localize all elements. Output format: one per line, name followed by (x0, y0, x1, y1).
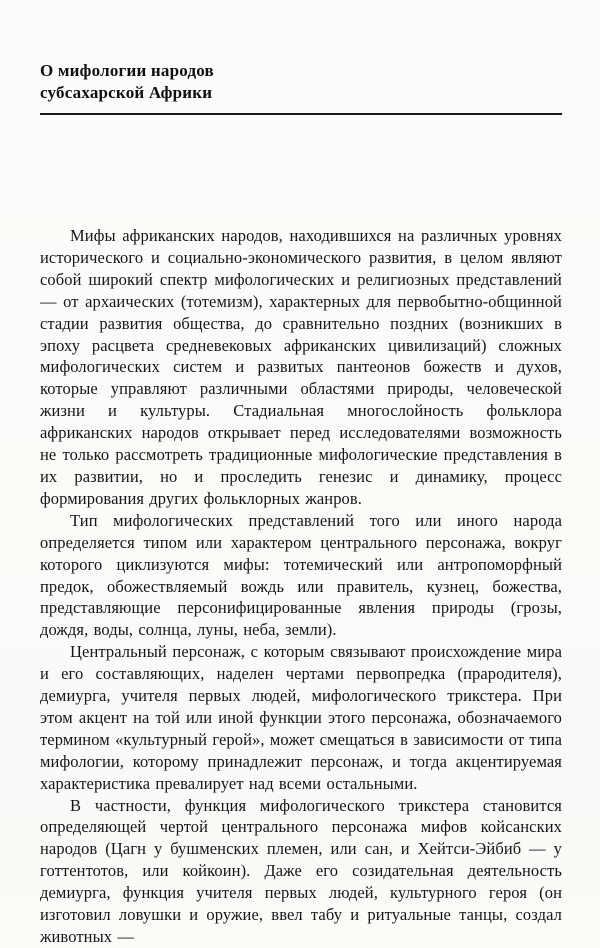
paragraph: В частности, функция мифологического трикстера становится определяющей чертой центрального персонажа мифов койсанских народов (Цагн у бушменских племен, или сан, и Хейтси-Эйбиб — у готтентотов, или койкоин). Даже его созидательная деятельность демиурга, функция учителя первых людей, культурного героя (он изготовил ловушки и оружие, ввел табу и ритуальные танцы, создал животных — (40, 795, 562, 946)
page-title-line2: субсахарской Африки (40, 83, 213, 102)
body-text (40, 225, 562, 948)
page-title-line1: О мифологии народов (40, 61, 214, 80)
paragraph: Центральный персонаж, с которым связывают происхождение мира и его составляющих, наделен чертами первопредка (прародителя), демиурга, учителя первых людей, мифологического трикстера. При этом акцент на той или иной функции этого персонажа, обозначаемого термином «культурный герой», может смещаться в зависимости от типа мифологии, которому принадлежит персонаж, и тогда акцентируемая характеристика превалирует над всеми остальными. (40, 642, 562, 793)
title-rule (40, 113, 562, 115)
page-title (40, 60, 562, 104)
paragraph: Мифы африканских народов, находившихся на различных уровнях исторического и социально-экономического развития, в целом являют собой широкий спектр мифологических и религиозных представлений — от архаических (тотемизм), характерных для первобытно-общинной стадии развития общества, до сравнительно поздних (возникших в эпоху расцвета средневековых африканских цивилизаций) сложных мифологических систем и развитых пантеонов божеств и духов, которые управляют различными областями природы, человеческой жизни и культуры. Стадиальная многослойность фольклора африканских народов открывает перед исследователями возможность не только рассмотреть традиционные мифологические представления в их развитии, но и проследить генезис и динамику, процесс формирования других фольклорных жанров. (40, 226, 562, 508)
page-header (40, 60, 562, 115)
paragraph: Тип мифологических представлений того или иного народа определяется типом или характером центрального персонажа, вокруг которого циклизуются мифы: тотемический или антропоморфный предок, обожествляемый вождь или правитель, кузнец, божества, представляющие персонифицированные явления природы (грозы, дождя, воды, солнца, луны, неба, земли). (40, 510, 562, 640)
